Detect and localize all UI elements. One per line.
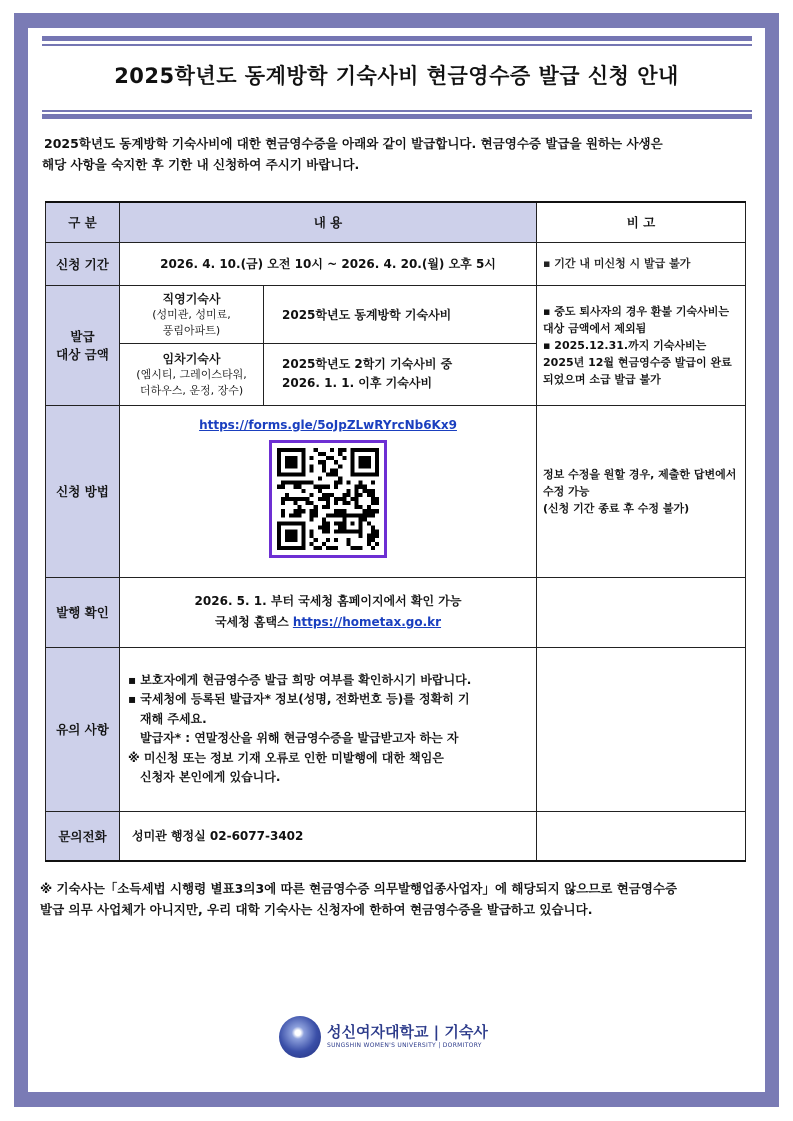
method-remark-line: 정보 수정을 원할 경우, 제출한 답변에서 수정 가능	[543, 467, 737, 498]
method-remark-line: (신청 기간 종료 후 수정 불가)	[543, 501, 690, 515]
caution-line: 재해 주세요.	[140, 711, 207, 726]
contact-remark	[537, 811, 746, 861]
page-title: 2025학년도 동계방학 기숙사비 현금영수증 발급 신청 안내	[114, 64, 679, 88]
footer-note-line: 발급 의무 사업체가 아니지만, 우리 대학 기숙사는 신청자에 한하여 현금영수증을 발급하고 있습니다.	[40, 902, 593, 917]
footer-note	[40, 878, 760, 920]
target-remark	[537, 285, 746, 405]
header-category: 구 분	[46, 202, 120, 242]
issue-line-prefix: 국세청 홈택스	[214, 615, 293, 629]
university-logo	[279, 1013, 519, 1063]
target-remark-line: ▪ 2025.12.31.까지 기숙사비는 2025년 12월 현금영수증 발급이 완료되었으며 소급 발급 불가	[543, 338, 732, 386]
target-label	[46, 285, 120, 405]
issue-remark	[537, 577, 746, 647]
table-header-row	[46, 202, 746, 242]
target-label-line1: 발급	[70, 329, 95, 344]
direct-dorm-detail: (성미관, 성미료, 풍림아파트)	[152, 307, 231, 337]
caution-line: ▪ 보호자에게 현금영수증 발급 희망 여부를 확인하시기 바랍니다.	[128, 672, 472, 687]
logo-name: 성신여자대학교 | 기숙사	[327, 1023, 488, 1041]
caution-line: 발급자* : 연말정산을 위해 현금영수증을 발급받고자 하는 자	[140, 731, 459, 745]
period-content: 2026. 4. 10.(금) 오전 10시 ~ 2026. 4. 20.(월) 오후 5시	[120, 242, 537, 285]
intro-line: 2025학년도 동계방학 기숙사비에 대한 현금영수증을 아래와 같이 발급합니다. 현금영수증 발급을 원하는 사생은	[44, 136, 663, 151]
direct-dorm-content: 2025학년도 동계방학 기숙사비	[264, 285, 537, 343]
table-row-issue	[46, 577, 746, 647]
title-rule-bottom	[42, 114, 752, 119]
caution-remark	[537, 647, 746, 811]
leased-dorm-content	[264, 343, 537, 405]
table-row-period	[46, 242, 746, 285]
caution-line: ▪ 국세청에 등록된 발급자* 정보(성명, 전화번호 등)를 정확히 기	[128, 692, 470, 706]
leased-dorm-detail: (엠시티, 그레이스타워, 더하우스, 운정, 장수)	[136, 367, 247, 397]
issue-label: 발행 확인	[46, 577, 120, 647]
qr-code-icon	[269, 440, 387, 558]
target-remark-line: ▪ 중도 퇴사자의 경우 환불 기숙사비는 대상 금액에서 제외됨	[543, 304, 730, 335]
period-remark: ▪ 기간 내 미신청 시 발급 불가	[537, 242, 746, 285]
issue-line: 2026. 5. 1. 부터 국세청 홈페이지에서 확인 가능	[194, 594, 462, 608]
leased-content-line: 2026. 1. 1. 이후 기숙사비	[282, 376, 433, 390]
info-table	[45, 201, 746, 862]
target-label-line2: 대상 금액	[56, 347, 109, 362]
leased-content-line: 2025학년도 2학기 기숙사비 중	[282, 357, 453, 371]
caution-line: 신청자 본인에게 있습니다.	[140, 770, 281, 784]
footer-note-line: ※ 기숙사는「소득세법 시행령 별표3의3에 따른 현금영수증 의무발행업종사업자」에 해당되지 않으므로 현금영수증	[40, 881, 678, 896]
period-label: 신청 기간	[46, 242, 120, 285]
direct-dorm	[120, 285, 264, 343]
leased-dorm	[120, 343, 264, 405]
leased-dorm-name: 임차기숙사	[162, 351, 221, 366]
logo-eng: SUNGSHIN WOMEN'S UNIVERSITY | DORMITORY	[327, 1042, 482, 1049]
title-rule-top-thin	[42, 44, 752, 46]
table-row-caution	[46, 647, 746, 811]
caution-label: 유의 사항	[46, 647, 120, 811]
method-remark	[537, 405, 746, 577]
header-remark: 비 고	[537, 202, 746, 242]
table-row-contact	[46, 811, 746, 861]
method-label: 신청 방법	[46, 405, 120, 577]
intro-line: 해당 사항을 숙지한 후 기한 내 신청하여 주시기 바랍니다.	[42, 157, 360, 172]
form-link[interactable]: https://forms.gle/5oJpZLwRYrcNb6Kx9	[199, 417, 457, 432]
table-row-target-direct	[46, 285, 746, 343]
caution-line: ※ 미신청 또는 정보 기재 오류로 인한 미발행에 대한 책임은	[128, 750, 444, 765]
hometax-link[interactable]: https://hometax.go.kr	[292, 615, 442, 629]
method-content	[120, 405, 537, 577]
caution-content	[120, 647, 537, 811]
intro-text	[42, 133, 762, 175]
issue-line	[120, 612, 536, 633]
table-row-method	[46, 405, 746, 577]
contact-label: 문의전화	[46, 811, 120, 861]
header-content: 내 용	[120, 202, 537, 242]
title-rule-bottom-thin	[42, 110, 752, 112]
university-emblem-icon	[279, 1016, 321, 1058]
title-rule-top	[42, 36, 752, 41]
contact-content: 성미관 행정실 02-6077-3402	[120, 811, 537, 861]
issue-content	[120, 577, 537, 647]
direct-dorm-name: 직영기숙사	[162, 291, 221, 306]
